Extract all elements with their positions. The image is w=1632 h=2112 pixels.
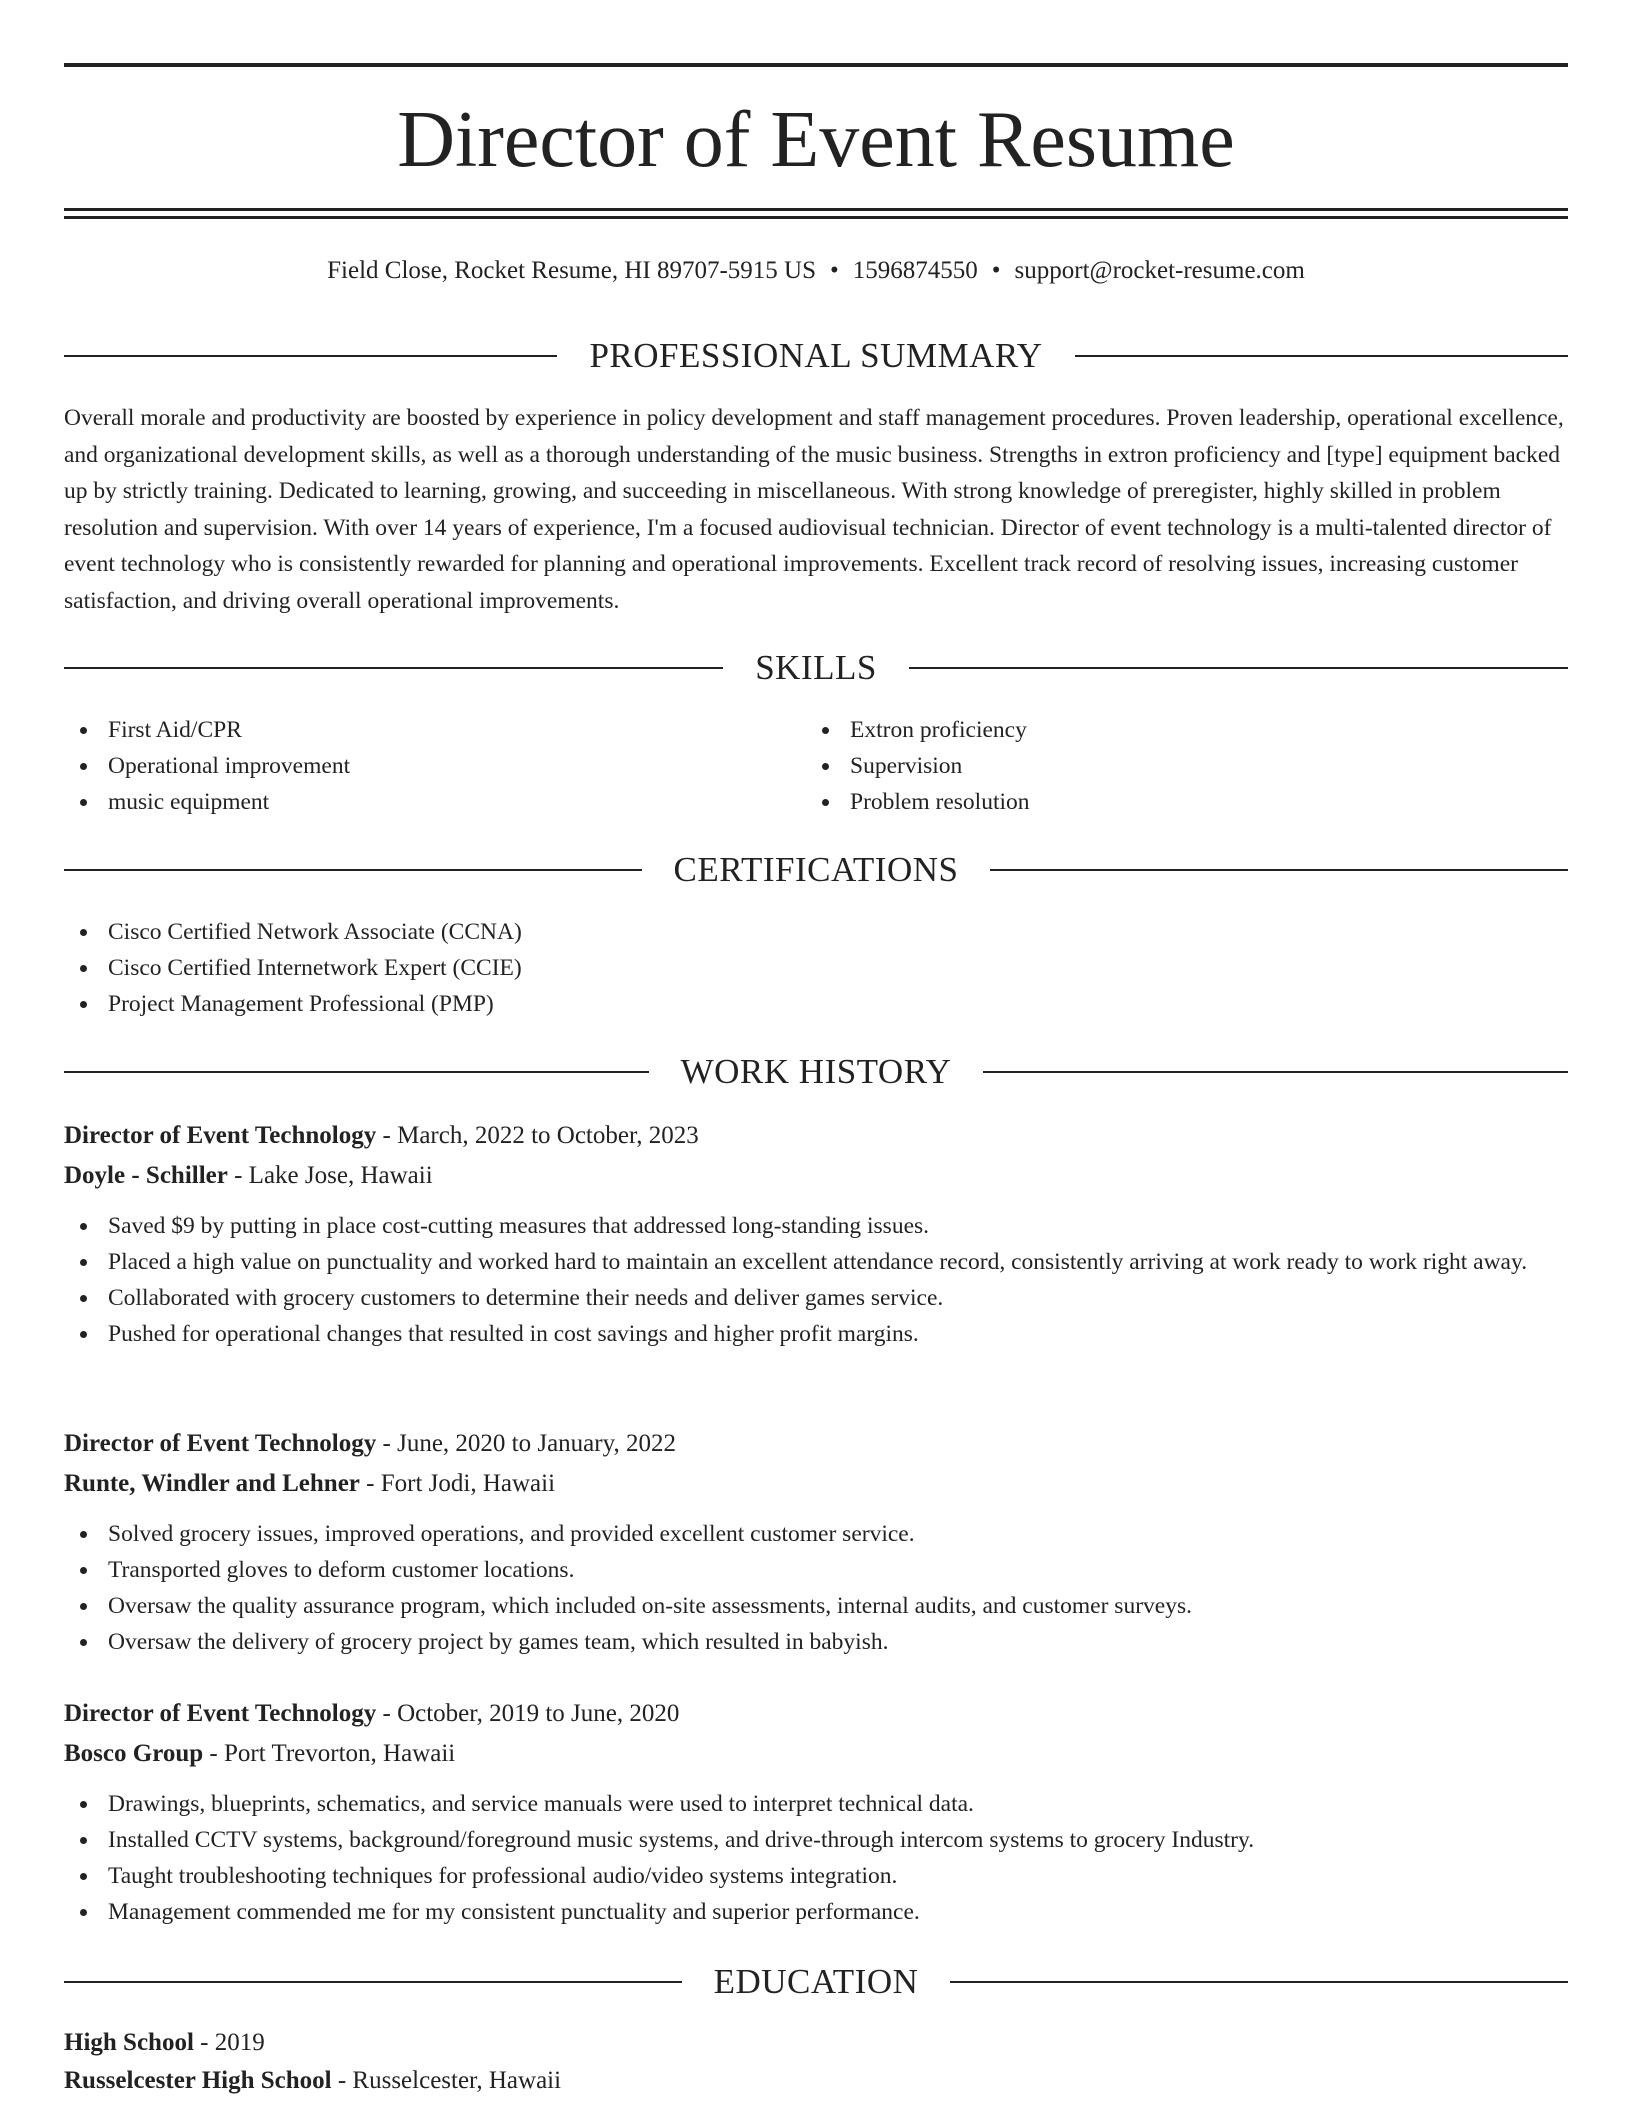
job-title-line xyxy=(64,1116,1568,1156)
skill-item: Operational improvement xyxy=(64,748,764,784)
education-location: - Russelcester, Hawaii xyxy=(331,2067,562,2094)
title-rule-upper xyxy=(64,208,1568,211)
job-company: Bosco Group xyxy=(64,1740,204,1767)
job-entry xyxy=(64,1424,1568,1660)
section-rule xyxy=(950,1981,1568,1983)
contact-separator: • xyxy=(830,257,839,284)
section-title: SKILLS xyxy=(755,648,877,687)
job-title-line xyxy=(64,1424,1568,1464)
education-degree-line xyxy=(64,2024,1568,2062)
section-header-summary xyxy=(64,334,1568,378)
skill-item: Problem resolution xyxy=(806,784,1506,820)
job-dates: - October, 2019 to June, 2020 xyxy=(376,1700,680,1727)
job-bullet: Transported gloves to deform customer locations. xyxy=(64,1552,1568,1588)
education-entry xyxy=(64,2024,1568,2100)
education-year: - 2019 xyxy=(193,2029,265,2056)
section-title: PROFESSIONAL SUMMARY xyxy=(589,336,1043,375)
section-title: EDUCATION xyxy=(713,1962,919,2001)
job-dates: - June, 2020 to January, 2022 xyxy=(376,1430,676,1457)
contact-email: support@rocket-resume.com xyxy=(1014,257,1305,284)
section-rule xyxy=(64,355,557,357)
job-bullet: Oversaw the quality assurance program, which included on-site assessments, internal audits, and customer surveys. xyxy=(64,1588,1568,1624)
job-bullets xyxy=(64,1786,1568,1930)
title-rule-lower xyxy=(64,216,1568,219)
contact-separator: • xyxy=(991,257,1001,284)
section-title: WORK HISTORY xyxy=(680,1052,952,1091)
job-bullets xyxy=(64,1208,1568,1352)
section-rule xyxy=(64,667,723,669)
skill-item: First Aid/CPR xyxy=(64,712,764,748)
education-school: Russelcester High School xyxy=(64,2067,332,2094)
skills-column-right xyxy=(806,712,1506,820)
section-header-education xyxy=(64,1960,1568,2004)
section-rule xyxy=(64,869,642,871)
job-title: Director of Event Technology xyxy=(64,1700,377,1727)
contact-address: Field Close, Rocket Resume, HI 89707-5915 US xyxy=(327,257,817,284)
certifications-list xyxy=(64,914,1568,1022)
job-company: Doyle - Schiller xyxy=(64,1162,228,1189)
job-company: Runte, Windler and Lehner xyxy=(64,1470,360,1497)
job-bullet: Management commended me for my consistent punctuality and superior performance. xyxy=(64,1894,1568,1930)
job-bullet: Saved $9 by putting in place cost-cutting measures that addressed long-standing issues. xyxy=(64,1208,1568,1244)
job-location: - Lake Jose, Hawaii xyxy=(227,1162,433,1189)
job-bullet: Drawings, blueprints, schematics, and service manuals were used to interpret technical data. xyxy=(64,1786,1568,1822)
summary-text: Overall morale and productivity are boosted by experience in policy development and staff management procedures. Proven leadership, operational excellence, and organizational development skills, as well as a thorough understanding of the music business. Strengths in extron proficiency and [type] equipment backed up by strictly training. Dedicated to learning, growing, and succeeding in miscellaneous. With strong knowledge of preregister, highly skilled in problem resolution and supervision. With over 14 years of experience, I'm a focused audiovisual technician. Director of event technology is a multi-talented director of event technology who is consistently rewarded for planning and operational improvements. Excellent track record of resolving issues, increasing customer satisfaction, and driving overall operational improvements. xyxy=(64,405,1564,614)
job-bullet: Solved grocery issues, improved operations, and provided excellent customer service. xyxy=(64,1516,1568,1552)
job-bullet: Placed a high value on punctuality and worked hard to maintain an excellent attendance record, consistently arriving at work ready to work right away. xyxy=(64,1244,1568,1280)
job-title-line xyxy=(64,1694,1568,1734)
section-title: CERTIFICATIONS xyxy=(673,850,959,889)
job-dates: - March, 2022 to October, 2023 xyxy=(376,1122,699,1149)
certification-item: Cisco Certified Network Associate (CCNA) xyxy=(64,914,1568,950)
contact-phone: 1596874550 xyxy=(852,257,978,284)
skill-item: music equipment xyxy=(64,784,764,820)
certification-item: Cisco Certified Internetwork Expert (CCIE) xyxy=(64,950,1568,986)
job-company-line xyxy=(64,1464,1568,1504)
job-location: - Fort Jodi, Hawaii xyxy=(359,1470,556,1497)
job-title: Director of Event Technology xyxy=(64,1430,377,1457)
section-rule xyxy=(990,869,1568,871)
job-location: - Port Trevorton, Hawaii xyxy=(203,1740,456,1767)
section-rule xyxy=(64,1981,682,1983)
section-header-skills xyxy=(64,646,1568,690)
job-bullet: Taught troubleshooting techniques for professional audio/video systems integration. xyxy=(64,1858,1568,1894)
job-company-line xyxy=(64,1734,1568,1774)
job-bullet: Pushed for operational changes that resulted in cost savings and higher profit margins. xyxy=(64,1316,1568,1352)
job-entry xyxy=(64,1694,1568,1930)
section-rule xyxy=(64,1071,649,1073)
education-degree: High School xyxy=(64,2029,194,2056)
job-bullet: Installed CCTV systems, background/foreground music systems, and drive-through intercom systems to grocery Industry. xyxy=(64,1822,1568,1858)
skills-column-left xyxy=(64,712,764,820)
job-entry xyxy=(64,1116,1568,1352)
section-rule xyxy=(1075,355,1568,357)
skill-item: Extron proficiency xyxy=(806,712,1506,748)
education-school-line xyxy=(64,2062,1568,2100)
job-company-line xyxy=(64,1156,1568,1196)
job-title: Director of Event Technology xyxy=(64,1122,377,1149)
job-bullet: Collaborated with grocery customers to determine their needs and deliver games service. xyxy=(64,1280,1568,1316)
job-bullets xyxy=(64,1516,1568,1660)
job-bullet: Oversaw the delivery of grocery project by games team, which resulted in babyish. xyxy=(64,1624,1568,1660)
contact-line xyxy=(64,254,1568,288)
certification-item: Project Management Professional (PMP) xyxy=(64,986,1568,1022)
section-rule xyxy=(909,667,1568,669)
skill-item: Supervision xyxy=(806,748,1506,784)
top-rule xyxy=(64,63,1568,67)
resume-title: Director of Event Resume xyxy=(397,96,1235,184)
section-header-work-history xyxy=(64,1050,1568,1094)
section-header-certifications xyxy=(64,848,1568,892)
section-rule xyxy=(983,1071,1568,1073)
